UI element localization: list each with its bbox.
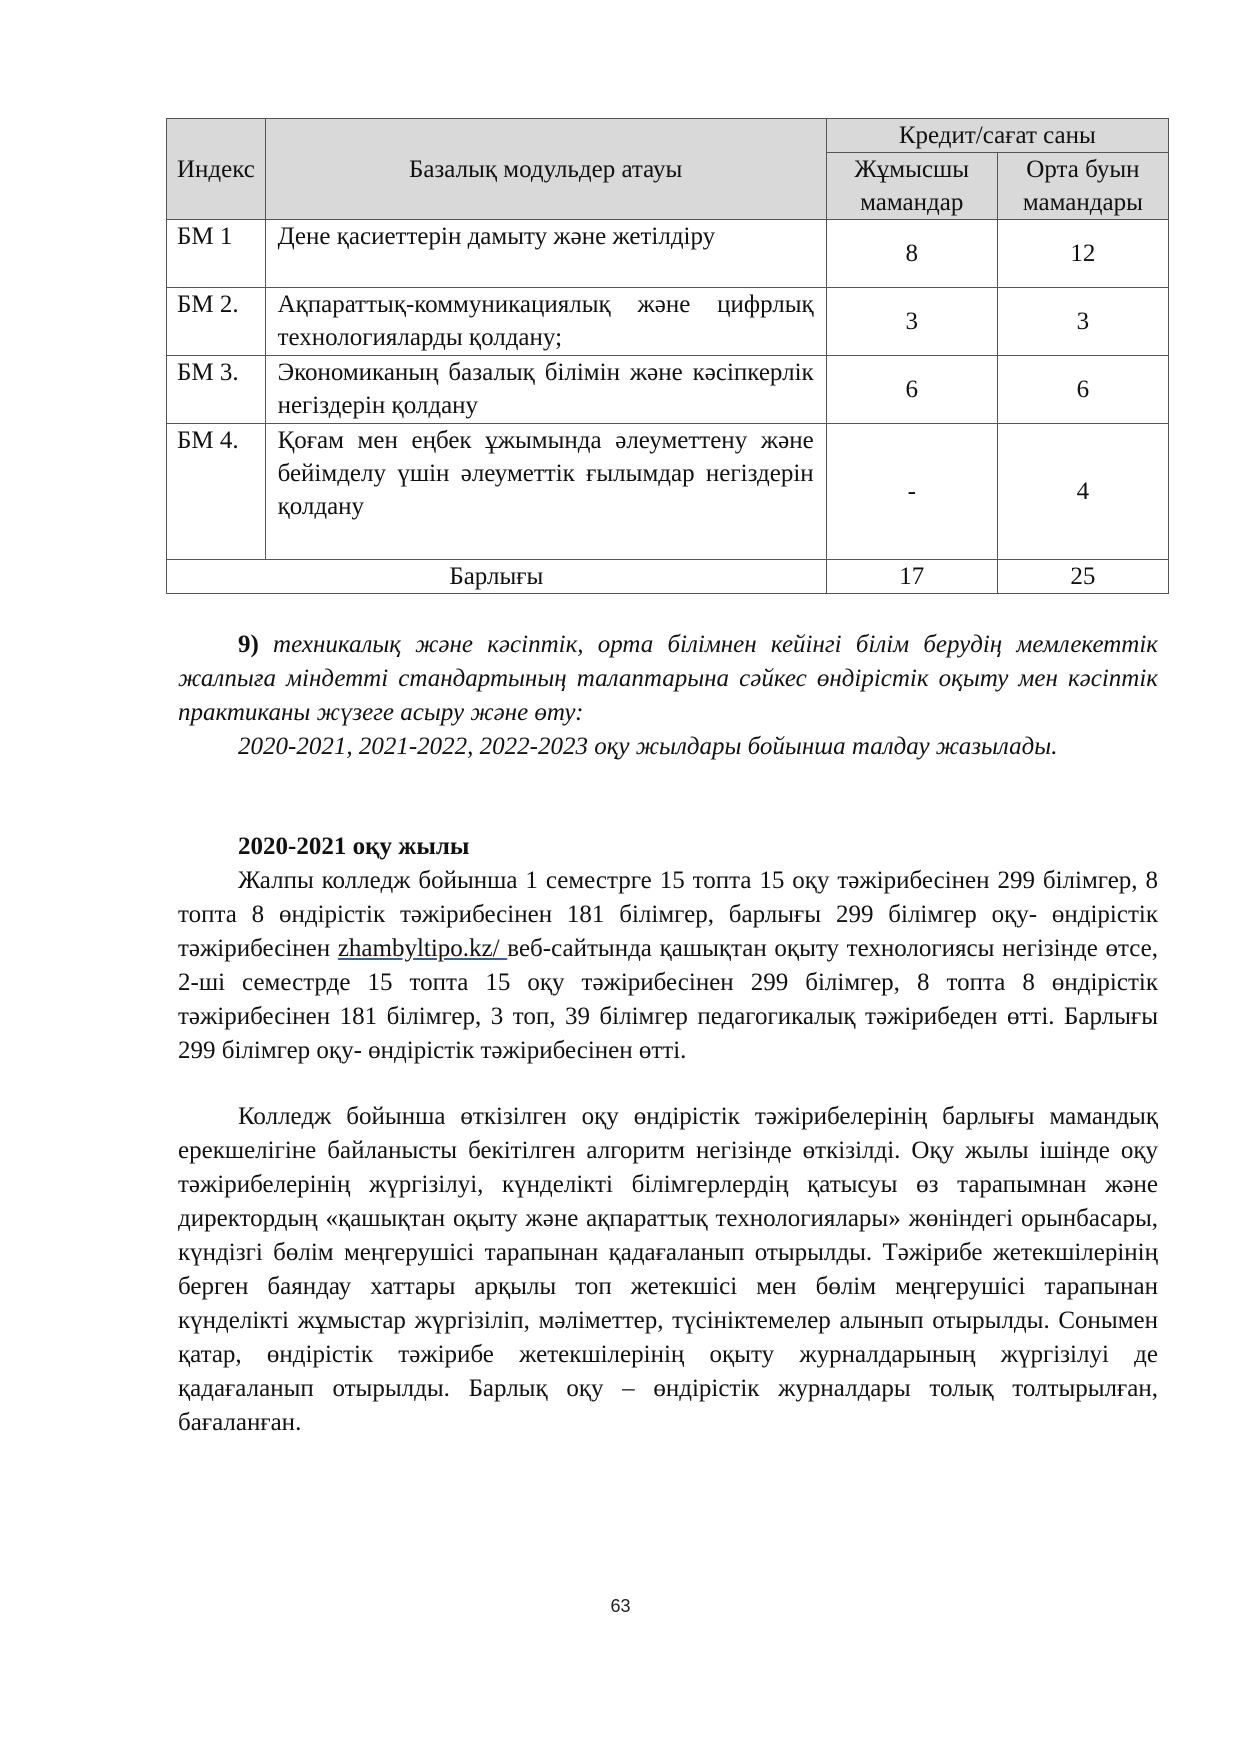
row-workers-value: - <box>826 424 997 560</box>
website-link[interactable]: zhambyltipo.kz/ <box>337 935 508 962</box>
row-middle-value: 6 <box>997 356 1168 424</box>
table-total-row <box>167 560 1169 594</box>
table-row <box>167 288 1169 356</box>
row-module-name: Қоғам мен еңбек ұжымында әлеуметтену және бейімделу үшін әлеуметтік ғылымдар негіздерін қолдану <box>265 424 826 560</box>
practice-text-start: Жалпы колледж бойынша 1 семестрге 15 топта 15 оқу тәжірибесінен 299 білімгер, 8 топта 8 өндірістік тәжірибесінен 181 білімгер, барлығы 299 білімгер оқу- өндірістік тәжірибесінен <box>178 867 1158 962</box>
total-middle-value: 25 <box>997 560 1168 594</box>
row-module-name: Дене қасиеттерін дамыту және жетілдіру <box>265 220 826 288</box>
section-9-paragraph <box>178 628 1158 730</box>
row-middle-value: 3 <box>997 288 1168 356</box>
practice-summary-paragraph <box>178 864 1158 1068</box>
row-index: БМ 3. <box>167 356 266 424</box>
header-index: Индекс <box>167 119 266 220</box>
practice-text-end: веб-сайтында қашықтан оқыту технологиясы негізінде өтсе, 2-ші семестрде 15 топта 15 оқу тәжірибесінен 299 білімгер, 8 топта 8 өндірістік тәжірибесінен 181 білімгер, 3 топ, 39 білімгер педагогикалық тәжірибеден өтті. Барлығы 299 білімгер оқу- өндірістік тәжірибесінен өтті. <box>178 935 1158 1064</box>
row-middle-value: 4 <box>997 424 1168 560</box>
row-module-name: Экономиканың базалық білімін және кәсіпкерлік негіздерін қолдану <box>265 356 826 424</box>
section-9-number: 9) <box>238 631 259 658</box>
row-index: БМ 4. <box>167 424 266 560</box>
row-module-name: Ақпараттық-коммуникациялық және цифрлық технологияларды қолдану; <box>265 288 826 356</box>
table-row <box>167 356 1169 424</box>
header-credit-hours: Кредит/сағат саны <box>826 119 1168 153</box>
section-9-text: техникалық және кәсіптік, орта білімнен кейінгі білім берудің мемлекеттік жалпыға міндетті стандартының талаптарына сәйкес өндірістік оқыту мен кәсіптік практиканы жүзеге асыру және өту: <box>178 631 1159 726</box>
total-label: Барлығы <box>167 560 827 594</box>
table-row <box>167 220 1169 288</box>
practice-control-paragraph: Колледж бойынша өткізілген оқу өндірістік тәжірибелерінің барлығы мамандық ерекшелігіне байланысты бекітілген алгоритм негізінде өткізілді. Оқу жылы ішінде оқу тәжірибелерінің жүргізілуі, күнделікті білімгерлердің қатысуы өз тарапымнан және директордың «қашықтан оқыту және ақпараттық технологиялары» жөніндегі орынбасары, күндізгі бөлім меңгерушісі тарапынан қадағаланып отырылды. Тәжірибе жетекшілерінің берген баяндау хаттары арқылы топ жетекшісі мен бөлім меңгерушісі тарапынан күнделікті жұмыстар жүргізіліп, мәліметтер, түсініктемелер алынып отырылды. Сонымен қатар, өндірістік тәжірибе жетекшілерінің оқыту журналдарының жүргізілуі де қадағаланып отырылды. Барлық оқу – өндірістік журналдары толық толтырылған, бағаланған. <box>178 1103 1158 1436</box>
row-middle-value: 12 <box>997 220 1168 288</box>
row-index: БМ 1 <box>167 220 266 288</box>
header-middle-specialists: Орта буын мамандары <box>997 153 1168 220</box>
row-workers-value: 6 <box>826 356 997 424</box>
table-row <box>167 424 1169 560</box>
total-workers-value: 17 <box>826 560 997 594</box>
row-workers-value: 8 <box>826 220 997 288</box>
row-workers-value: 3 <box>826 288 997 356</box>
page-number: 63 <box>610 1596 631 1616</box>
row-index: БМ 2. <box>167 288 266 356</box>
header-workers: Жұмысшы мамандар <box>826 153 997 220</box>
header-module-name: Базалық модульдер атауы <box>265 119 826 220</box>
analysis-years-paragraph: 2020-2021, 2021-2022, 2022-2023 оқу жылдары бойынша талдау жазылады. <box>238 733 1058 760</box>
modules-table <box>166 118 1169 594</box>
year-heading: 2020-2021 оқу жылы <box>238 833 470 860</box>
